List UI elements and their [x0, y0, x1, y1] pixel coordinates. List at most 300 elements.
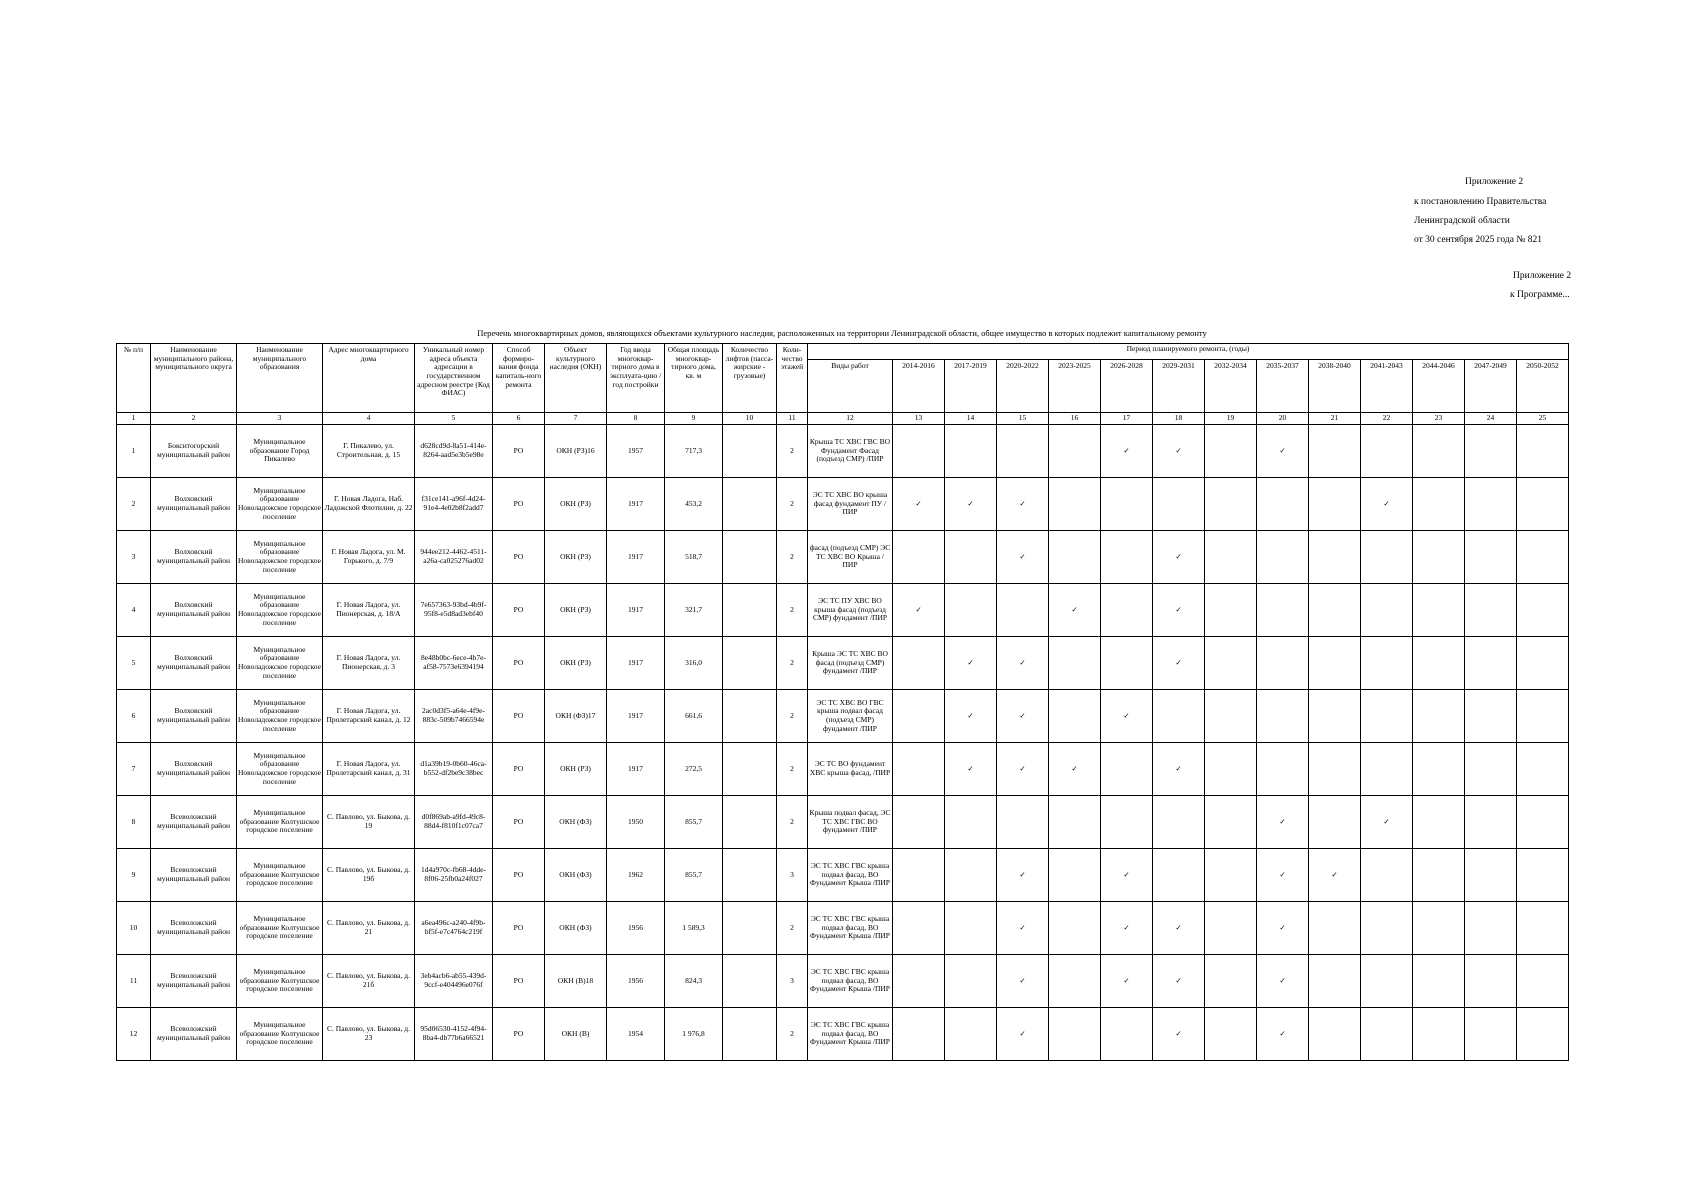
district-cell: Волховский муниципальный район — [151, 690, 237, 743]
municipality-cell: Муниципальное образование Новоладожское городское поселение — [237, 478, 323, 531]
period-cell — [1413, 425, 1465, 478]
method-cell: РО — [493, 796, 545, 849]
area-cell: 717,3 — [665, 425, 723, 478]
column-number: 22 — [1361, 413, 1413, 425]
district-cell: Всеволожский муниципальный район — [151, 902, 237, 955]
floors-cell: 2 — [777, 1008, 808, 1061]
period-cell — [1309, 478, 1361, 531]
municipality-cell: Муниципальное образование Колтушское городское поселение — [237, 849, 323, 902]
fias-cell: d628cd9d-8a51-414e-8264-aad5e3b5e98e — [415, 425, 493, 478]
year-cell: 1917 — [607, 478, 665, 531]
checkmark-icon: ✓ — [1101, 690, 1153, 743]
period-cell — [1465, 584, 1517, 637]
checkmark-icon: ✓ — [1153, 425, 1205, 478]
period-cell — [1413, 796, 1465, 849]
municipality-cell: Муниципальное образование Новоладожское городское поселение — [237, 584, 323, 637]
checkmark-icon: ✓ — [997, 743, 1049, 796]
period-header-2026-2028: 2026-2028 — [1101, 360, 1153, 413]
period-cell — [1413, 531, 1465, 584]
year-cell: 1954 — [607, 1008, 665, 1061]
district-cell: Волховский муниципальный район — [151, 743, 237, 796]
period-cell — [945, 1008, 997, 1061]
area-cell: 661,6 — [665, 690, 723, 743]
checkmark-icon: ✓ — [1257, 1008, 1309, 1061]
period-cell — [1309, 1008, 1361, 1061]
checkmark-icon: ✓ — [945, 478, 997, 531]
column-number: 15 — [997, 413, 1049, 425]
column-number: 23 — [1413, 413, 1465, 425]
period-cell — [1413, 584, 1465, 637]
works-cell: ЭС ТС ХВС ГВС крыша подвал фасад, ВО Фундамент Крыша /ПИР — [808, 902, 893, 955]
area-cell: 855,7 — [665, 849, 723, 902]
municipality-cell: Муниципальное образование Новоладожское городское поселение — [237, 637, 323, 690]
period-cell — [1049, 637, 1101, 690]
area-cell: 453,2 — [665, 478, 723, 531]
method-cell: РО — [493, 955, 545, 1008]
row-number: 9 — [117, 849, 151, 902]
floors-cell: 2 — [777, 637, 808, 690]
municipality-cell: Муниципальное образование Колтушское городское поселение — [237, 902, 323, 955]
period-header-2044-2046: 2044-2046 — [1413, 360, 1465, 413]
checkmark-icon: ✓ — [1257, 955, 1309, 1008]
area-cell: 824,3 — [665, 955, 723, 1008]
checkmark-icon: ✓ — [1153, 531, 1205, 584]
period-header-2017-2019: 2017-2019 — [945, 360, 997, 413]
okn-cell: ОКН (РЗ) — [545, 478, 607, 531]
col-header-floors: Коли-чество этажей — [777, 344, 808, 413]
floors-cell: 2 — [777, 796, 808, 849]
row-number: 1 — [117, 425, 151, 478]
method-cell: РО — [493, 478, 545, 531]
column-number: 19 — [1205, 413, 1257, 425]
column-number: 20 — [1257, 413, 1309, 425]
method-cell: РО — [493, 1008, 545, 1061]
area-cell: 518,7 — [665, 531, 723, 584]
period-header-2035-2037: 2035-2037 — [1257, 360, 1309, 413]
period-cell — [1361, 637, 1413, 690]
col-header-area: Общая площадь многоквар-тирного дома, кв. м — [665, 344, 723, 413]
works-cell: ЭС ТС ХВС ГВС крыша подвал фасад, ВО Фундамент Крыша /ПИР — [808, 955, 893, 1008]
period-cell — [1205, 849, 1257, 902]
fias-cell: 944ee212-4462-4511-a26a-ca025276ad02 — [415, 531, 493, 584]
period-cell — [1361, 425, 1413, 478]
period-cell — [1465, 478, 1517, 531]
checkmark-icon: ✓ — [1257, 902, 1309, 955]
row-number: 7 — [117, 743, 151, 796]
period-cell — [1101, 796, 1153, 849]
year-cell: 1950 — [607, 796, 665, 849]
fias-cell: 7e657363-93bd-4b9f-95f8-e5d8ad3ebf40 — [415, 584, 493, 637]
column-number: 13 — [893, 413, 945, 425]
col-header-municipality: Наименование муниципального образования — [237, 344, 323, 413]
period-header-2020-2022: 2020-2022 — [997, 360, 1049, 413]
row-number: 3 — [117, 531, 151, 584]
period-cell — [1205, 478, 1257, 531]
checkmark-icon: ✓ — [1257, 796, 1309, 849]
period-cell — [893, 690, 945, 743]
works-cell: ЭС ТС ХВС ВО крыша фасад фундамент ПУ /ПИР — [808, 478, 893, 531]
lifts-cell — [723, 690, 777, 743]
okn-cell: ОКН (ФЗ) — [545, 796, 607, 849]
floors-cell: 2 — [777, 531, 808, 584]
document-title: Перечень многоквартирных домов, являющихся объектами культурного наследия, расположенных на территории Ленинградской области, общее имущество в которых подлежит капитальному ремонту — [477, 328, 1207, 338]
period-cell — [1309, 637, 1361, 690]
period-cell — [893, 425, 945, 478]
lifts-cell — [723, 531, 777, 584]
fias-cell: d1a39b19-0b60-46ca-b552-df2be9c38bec — [415, 743, 493, 796]
year-cell: 1956 — [607, 955, 665, 1008]
table-row — [117, 1008, 1569, 1061]
row-number: 5 — [117, 637, 151, 690]
table-row — [117, 531, 1569, 584]
row-number: 10 — [117, 902, 151, 955]
checkmark-icon: ✓ — [997, 902, 1049, 955]
period-cell — [945, 955, 997, 1008]
checkmark-icon: ✓ — [1101, 849, 1153, 902]
period-cell — [1517, 637, 1569, 690]
year-cell: 1917 — [607, 637, 665, 690]
okn-cell: ОКН (ФЗ)17 — [545, 690, 607, 743]
period-cell — [1309, 690, 1361, 743]
period-cell — [1465, 425, 1517, 478]
table-row — [117, 955, 1569, 1008]
checkmark-icon: ✓ — [997, 955, 1049, 1008]
floors-cell: 2 — [777, 478, 808, 531]
period-cell — [1517, 478, 1569, 531]
column-number: 7 — [545, 413, 607, 425]
address-cell: Г. Новая Ладога, ул. Пионерская, д. 3 — [323, 637, 415, 690]
checkmark-icon: ✓ — [1101, 955, 1153, 1008]
table-row — [117, 478, 1569, 531]
method-cell: РО — [493, 425, 545, 478]
checkmark-icon: ✓ — [1153, 637, 1205, 690]
period-cell — [1517, 584, 1569, 637]
checkmark-icon: ✓ — [1361, 478, 1413, 531]
period-cell — [1309, 584, 1361, 637]
okn-cell: ОКН (ФЗ) — [545, 849, 607, 902]
period-header-2050-2052: 2050-2052 — [1517, 360, 1569, 413]
checkmark-icon: ✓ — [893, 584, 945, 637]
row-number: 2 — [117, 478, 151, 531]
period-cell — [1257, 690, 1309, 743]
method-cell: РО — [493, 849, 545, 902]
resolution-date: от 30 сентября 2025 года № 821 — [1414, 235, 1543, 245]
column-number: 24 — [1465, 413, 1517, 425]
period-cell — [1361, 849, 1413, 902]
table-row — [117, 849, 1569, 902]
period-cell — [1309, 743, 1361, 796]
address-cell: Г. Новая Ладога, ул. М. Горького, д. 7/9 — [323, 531, 415, 584]
row-number: 4 — [117, 584, 151, 637]
period-cell — [1205, 584, 1257, 637]
checkmark-icon: ✓ — [997, 690, 1049, 743]
period-cell — [1153, 796, 1205, 849]
period-cell — [1309, 425, 1361, 478]
okn-cell: ОКН (РЗ) — [545, 743, 607, 796]
period-cell — [1413, 743, 1465, 796]
checkmark-icon: ✓ — [1101, 425, 1153, 478]
col-header-year: Год ввода многоквар-тирного дома в эксплуата-цию /год постройки — [607, 344, 665, 413]
table-row — [117, 796, 1569, 849]
period-cell — [1361, 690, 1413, 743]
fias-cell: 2ac0d3f5-a64e-4f9e-883c-509b7466594e — [415, 690, 493, 743]
period-cell — [1049, 531, 1101, 584]
method-cell: РО — [493, 902, 545, 955]
period-cell — [945, 584, 997, 637]
table-body — [117, 425, 1569, 1061]
lifts-cell — [723, 796, 777, 849]
period-cell — [1049, 796, 1101, 849]
floors-cell: 3 — [777, 849, 808, 902]
period-cell — [1205, 902, 1257, 955]
period-cell — [1049, 955, 1101, 1008]
period-cell — [1413, 478, 1465, 531]
period-cell — [1413, 849, 1465, 902]
checkmark-icon: ✓ — [1257, 425, 1309, 478]
checkmark-icon: ✓ — [1049, 584, 1101, 637]
period-cell — [1517, 1008, 1569, 1061]
floors-cell: 2 — [777, 690, 808, 743]
period-header-2023-2025: 2023-2025 — [1049, 360, 1101, 413]
year-cell: 1957 — [607, 425, 665, 478]
year-cell: 1962 — [607, 849, 665, 902]
period-header-2041-2043: 2041-2043 — [1361, 360, 1413, 413]
okn-cell: ОКН (РЗ) — [545, 531, 607, 584]
period-cell — [1205, 955, 1257, 1008]
period-cell — [1049, 425, 1101, 478]
district-cell: Всеволожский муниципальный район — [151, 955, 237, 1008]
column-number: 9 — [665, 413, 723, 425]
year-cell: 1917 — [607, 690, 665, 743]
works-cell: ЭС ТС ХВС ГВС крыша подвал фасад, ВО Фундамент Крыша /ПИР — [808, 1008, 893, 1061]
area-cell: 1 589,3 — [665, 902, 723, 955]
checkmark-icon: ✓ — [1153, 584, 1205, 637]
district-cell: Волховский муниципальный район — [151, 584, 237, 637]
address-cell: Г. Новая Ладога, ул. Пролетарский канал, д. 31 — [323, 743, 415, 796]
lifts-cell — [723, 425, 777, 478]
checkmark-icon: ✓ — [1153, 902, 1205, 955]
period-cell — [945, 902, 997, 955]
column-number: 2 — [151, 413, 237, 425]
column-number: 21 — [1309, 413, 1361, 425]
period-cell — [893, 743, 945, 796]
period-cell — [1257, 637, 1309, 690]
row-number: 8 — [117, 796, 151, 849]
period-cell — [1517, 425, 1569, 478]
column-number-row — [117, 413, 1569, 425]
district-cell: Всеволожский муниципальный район — [151, 849, 237, 902]
district-cell: Бокситогорский муниципальный район — [151, 425, 237, 478]
district-cell: Волховский муниципальный район — [151, 637, 237, 690]
period-cell — [893, 637, 945, 690]
period-cell — [1309, 531, 1361, 584]
area-cell: 1 976,8 — [665, 1008, 723, 1061]
district-cell: Волховский муниципальный район — [151, 531, 237, 584]
checkmark-icon: ✓ — [997, 478, 1049, 531]
header-row — [117, 344, 1569, 360]
checkmark-icon: ✓ — [997, 531, 1049, 584]
period-cell — [1101, 531, 1153, 584]
period-cell — [1101, 743, 1153, 796]
period-cell — [1465, 637, 1517, 690]
table-row — [117, 637, 1569, 690]
column-number: 4 — [323, 413, 415, 425]
okn-cell: ОКН (РЗ) — [545, 584, 607, 637]
period-cell — [1465, 690, 1517, 743]
area-cell: 321,7 — [665, 584, 723, 637]
period-cell — [1101, 478, 1153, 531]
column-number: 6 — [493, 413, 545, 425]
period-cell — [1205, 1008, 1257, 1061]
resolution-ref: к постановлению Правительства — [1414, 197, 1547, 207]
period-cell — [1517, 796, 1569, 849]
period-cell — [893, 531, 945, 584]
period-cell — [893, 902, 945, 955]
address-cell: С. Павлово, ул. Быкова, д. 21 — [323, 902, 415, 955]
okn-cell: ОКН (В) — [545, 1008, 607, 1061]
floors-cell: 2 — [777, 743, 808, 796]
period-header-2029-2031: 2029-2031 — [1153, 360, 1205, 413]
works-cell: ЭС ТС ХВС ГВС крыша подвал фасад, ВО Фундамент Крыша /ПИР — [808, 849, 893, 902]
period-cell — [1517, 902, 1569, 955]
appendix-label: Приложение 2 — [1465, 177, 1524, 187]
column-number: 5 — [415, 413, 493, 425]
period-cell — [1413, 1008, 1465, 1061]
municipality-cell: Муниципальное образование Новоладожское городское поселение — [237, 690, 323, 743]
district-cell: Волховский муниципальный район — [151, 478, 237, 531]
period-cell — [1517, 955, 1569, 1008]
table-row — [117, 902, 1569, 955]
table-row — [117, 425, 1569, 478]
method-cell: РО — [493, 531, 545, 584]
period-cell — [1205, 743, 1257, 796]
lifts-cell — [723, 584, 777, 637]
lifts-cell — [723, 1008, 777, 1061]
fias-cell: a6ea496c-a240-4f9b-bf5f-e7c4764c219f — [415, 902, 493, 955]
checkmark-icon: ✓ — [945, 690, 997, 743]
col-header-method: Способ формиро-вания фонда капиталь-ного ремонта — [493, 344, 545, 413]
period-cell — [1205, 425, 1257, 478]
period-cell — [1153, 849, 1205, 902]
row-number: 11 — [117, 955, 151, 1008]
okn-cell: ОКН (РЗ) — [545, 637, 607, 690]
fias-cell: d0f869ab-a9fd-49c8-88d4-f810f1c07ca7 — [415, 796, 493, 849]
column-number: 25 — [1517, 413, 1569, 425]
table-row — [117, 743, 1569, 796]
table-row — [117, 584, 1569, 637]
works-cell: ЭС ТС ПУ ХВС ВО крыша фасад (подъезд СМР) фундамент /ПИР — [808, 584, 893, 637]
period-cell — [893, 849, 945, 902]
period-cell — [1361, 1008, 1413, 1061]
works-cell: ЭС ТС ХВС ВО ГВС крыша подвал фасад (подъезд СМР) фундамент /ПИР — [808, 690, 893, 743]
checkmark-icon: ✓ — [1257, 849, 1309, 902]
period-cell — [1205, 531, 1257, 584]
address-cell: Г. Новая Ладога, ул. Пролетарский канал, д. 12 — [323, 690, 415, 743]
period-cell — [1517, 849, 1569, 902]
fias-cell: 1d4a970c-fb68-4dde-8f06-25fb0a24f027 — [415, 849, 493, 902]
lifts-cell — [723, 637, 777, 690]
col-header-num: № п/п — [117, 344, 151, 413]
period-cell — [1101, 584, 1153, 637]
col-header-okn: Объект культурного наследия (ОКН) — [545, 344, 607, 413]
address-cell: Г. Новая Ладога, ул. Пионерская, д. 18/А — [323, 584, 415, 637]
period-cell — [1517, 531, 1569, 584]
period-cell — [893, 796, 945, 849]
period-cell — [1465, 849, 1517, 902]
period-cell — [1101, 637, 1153, 690]
period-cell — [1309, 955, 1361, 1008]
period-cell — [1465, 796, 1517, 849]
checkmark-icon: ✓ — [1153, 955, 1205, 1008]
period-cell — [945, 796, 997, 849]
period-cell — [1517, 690, 1569, 743]
column-number: 3 — [237, 413, 323, 425]
lifts-cell — [723, 955, 777, 1008]
period-cell — [1361, 955, 1413, 1008]
row-number: 6 — [117, 690, 151, 743]
period-cell — [945, 849, 997, 902]
region-name: Ленинградской области — [1414, 216, 1510, 226]
period-cell — [1361, 743, 1413, 796]
period-cell — [1257, 531, 1309, 584]
column-number: 12 — [808, 413, 893, 425]
municipality-cell: Муниципальное образование Колтушское городское поселение — [237, 1008, 323, 1061]
period-cell — [1361, 531, 1413, 584]
works-cell: Крыша ТС ХВС ГВС ВО Фундамент Фасад (подъезд СМР) /ПИР — [808, 425, 893, 478]
row-number: 12 — [117, 1008, 151, 1061]
period-header-2032-2034: 2032-2034 — [1205, 360, 1257, 413]
program-ref: к Программе... — [1510, 290, 1570, 300]
col-header-fias: Уникальный номер адреса объекта адресации в государственном адресном реестре (Код ФИАС) — [415, 344, 493, 413]
period-cell — [1257, 743, 1309, 796]
period-header-2038-2040: 2038-2040 — [1309, 360, 1361, 413]
district-cell: Всеволожский муниципальный район — [151, 796, 237, 849]
col-header-period: Период планируемого ремонта, (годы) — [808, 344, 1569, 360]
col-header-district: Наименование муниципального района, муниципального округа — [151, 344, 237, 413]
checkmark-icon: ✓ — [1153, 1008, 1205, 1061]
checkmark-icon: ✓ — [997, 637, 1049, 690]
period-cell — [1153, 690, 1205, 743]
period-cell — [1413, 637, 1465, 690]
address-cell: С. Павлово, ул. Быкова, д. 21б — [323, 955, 415, 1008]
table-row — [117, 690, 1569, 743]
column-number: 18 — [1153, 413, 1205, 425]
municipality-cell: Муниципальное образование Новоладожское городское поселение — [237, 531, 323, 584]
checkmark-icon: ✓ — [945, 637, 997, 690]
period-cell — [1049, 690, 1101, 743]
lifts-cell — [723, 902, 777, 955]
lifts-cell — [723, 849, 777, 902]
lifts-cell — [723, 478, 777, 531]
checkmark-icon: ✓ — [1049, 743, 1101, 796]
address-cell: Г. Новая Ладога, Наб. Ладожской Флотилии, д. 22 — [323, 478, 415, 531]
col-header-lifts: Количество лифтов (пасса-жирские - грузовые) — [723, 344, 777, 413]
municipality-cell: Муниципальное образование Новоладожское городское поселение — [237, 743, 323, 796]
period-cell — [1205, 637, 1257, 690]
period-cell — [997, 425, 1049, 478]
column-number: 1 — [117, 413, 151, 425]
checkmark-icon: ✓ — [1101, 902, 1153, 955]
period-cell — [1361, 902, 1413, 955]
period-cell — [1413, 690, 1465, 743]
fias-cell: f31ce141-a96f-4d24-91e4-4e02b8f2add7 — [415, 478, 493, 531]
period-cell — [893, 1008, 945, 1061]
col-header-works: Виды работ — [808, 360, 893, 413]
method-cell: РО — [493, 637, 545, 690]
period-cell — [1309, 902, 1361, 955]
method-cell: РО — [493, 584, 545, 637]
buildings-table — [116, 343, 1569, 1061]
